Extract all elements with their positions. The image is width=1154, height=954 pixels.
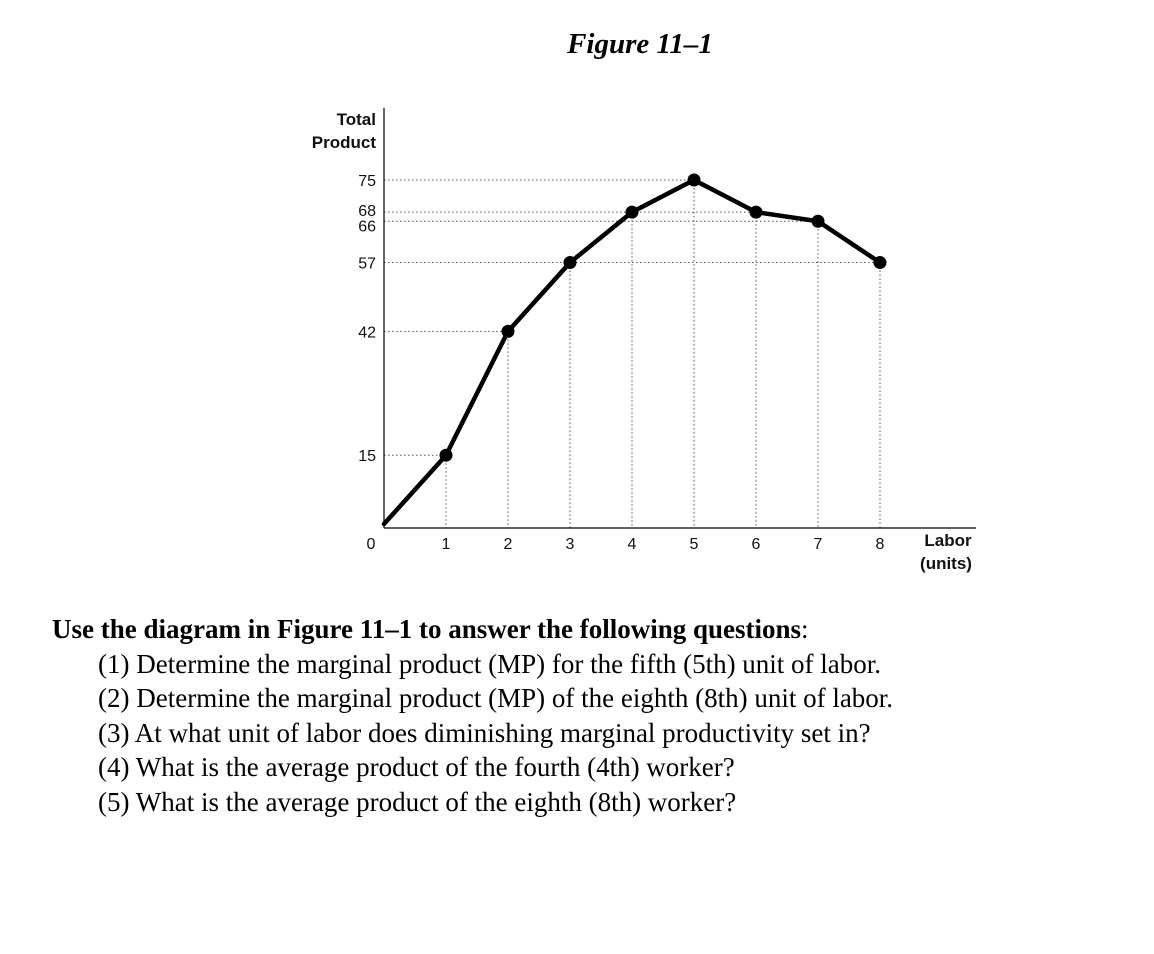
questions-block bbox=[52, 612, 1142, 819]
question-item: (3) At what unit of labor does diminishing marginal productivity set in? bbox=[98, 717, 871, 748]
x-tick-label: 0 bbox=[366, 536, 376, 553]
y-tick-label: 15 bbox=[358, 448, 376, 466]
y-axis-title-line-2: Product bbox=[311, 133, 376, 152]
figure-title: Figure 11–1 bbox=[567, 28, 713, 60]
y-tick-label: 68 bbox=[358, 203, 376, 221]
y-tick-label: 57 bbox=[358, 255, 376, 273]
data-point bbox=[440, 449, 453, 462]
data-point bbox=[564, 256, 577, 269]
axes bbox=[384, 108, 976, 528]
dotted-guides bbox=[384, 180, 880, 528]
y-axis-title-line-1: Total bbox=[336, 110, 376, 129]
data-point bbox=[688, 174, 701, 187]
questions-heading-text: Use the diagram in Figure 11–1 to answer the following questions bbox=[52, 614, 802, 644]
x-tick-label: 3 bbox=[565, 536, 575, 553]
tick-labels bbox=[358, 173, 884, 553]
total-product-series bbox=[384, 174, 887, 525]
data-point bbox=[502, 325, 515, 338]
questions-heading-colon: : bbox=[801, 614, 809, 644]
x-axis-title-line-2: (units) bbox=[920, 554, 972, 573]
question-item: (5) What is the average product of the eighth (8th) worker? bbox=[98, 786, 737, 817]
x-tick-label: 4 bbox=[627, 536, 637, 553]
question-item: (4) What is the average product of the fourth (4th) worker? bbox=[98, 752, 735, 782]
y-tick-label: 66 bbox=[358, 218, 376, 236]
data-point bbox=[812, 215, 825, 228]
data-point bbox=[626, 206, 639, 219]
data-point bbox=[750, 206, 763, 219]
questions-heading bbox=[52, 612, 1142, 647]
x-tick-label: 8 bbox=[875, 536, 885, 553]
questions-list bbox=[52, 647, 1142, 820]
x-tick-label: 5 bbox=[689, 536, 699, 553]
y-tick-label: 42 bbox=[358, 324, 376, 342]
x-tick-label: 7 bbox=[813, 536, 823, 553]
x-axis-title-line-1: Labor bbox=[924, 531, 972, 550]
y-tick-label: 75 bbox=[358, 173, 376, 190]
question-item: (1) Determine the marginal product (MP) for the fifth (5th) unit of labor. bbox=[98, 648, 882, 679]
data-point bbox=[874, 256, 887, 269]
question-item: (2) Determine the marginal product (MP) of the eighth (8th) unit of labor. bbox=[98, 683, 894, 713]
x-tick-label: 2 bbox=[503, 536, 513, 553]
axis-labels bbox=[312, 110, 972, 573]
x-tick-label: 1 bbox=[441, 536, 451, 553]
x-tick-label: 6 bbox=[751, 536, 761, 553]
